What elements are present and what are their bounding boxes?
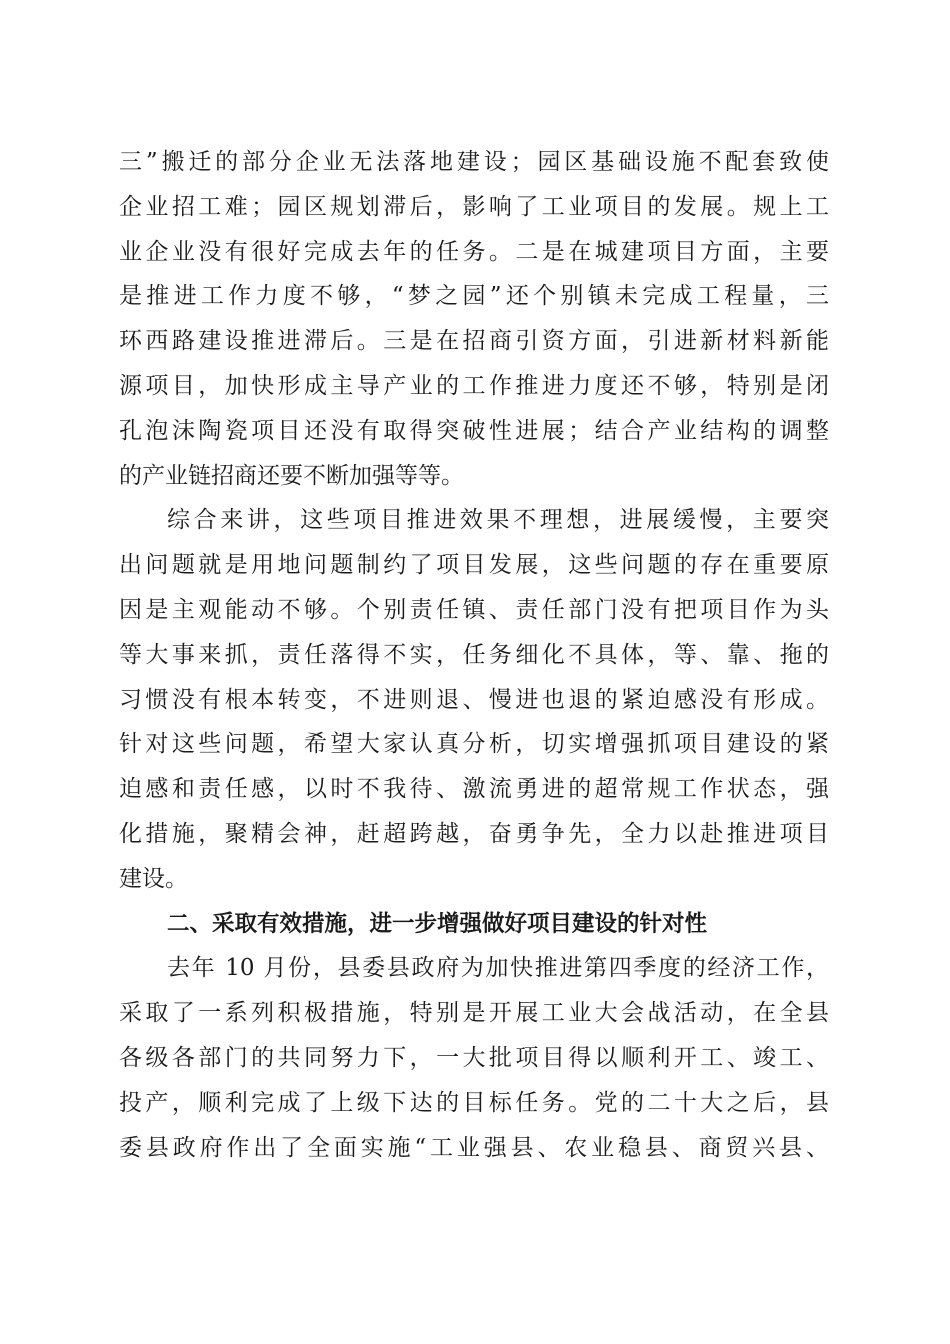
text-line: 等大事来抓，责任落得不实，任务细化不具体，等、靠、拖的 [119, 641, 829, 668]
text-line: 企业招工难；园区规划滞后，影响了工业项目的发展。规上工 [119, 193, 829, 220]
text-line: 是推进工作力度不够，“梦之园”还个别镇未完成工程量，三 [119, 283, 829, 310]
document-body [119, 140, 829, 1170]
text-line: 出问题就是用地问题制约了项目发展，这些问题的存在重要原 [119, 552, 829, 579]
text-line: 习惯没有根本转变，不进则退、慢进也退的紧迫感没有形成。 [119, 686, 829, 713]
text-line: 因是主观能动不够。个别责任镇、责任部门没有把项目作为头 [119, 596, 829, 623]
paragraph-project-issues [119, 140, 829, 498]
paragraph-summary [119, 498, 829, 901]
text-line: 的产业链招商还要不断加强等等。 [119, 462, 464, 489]
text-line: 投产，顺利完成了上级下达的目标任务。党的二十大之后，县 [119, 1089, 829, 1116]
text-line: 委县政府作出了全面实施“工业强县、农业稳县、商贸兴县、 [119, 1134, 829, 1161]
text-line: 环西路建设推进滞后。三是在招商引资方面，引进新材料新能 [119, 328, 829, 355]
text-line: 源项目，加快形成主导产业的工作推进力度还不够，特别是闭 [119, 372, 829, 399]
text-line: 迫感和责任感，以时不我待、激流勇进的超常规工作状态，强 [119, 776, 829, 803]
text-line: 业企业没有很好完成去年的任务。二是在城建项目方面，主要 [119, 238, 829, 265]
text-line: 综合来讲，这些项目推进效果不理想，进展缓慢，主要突 [167, 507, 829, 534]
text-line: 建设。 [119, 865, 188, 892]
section-heading: 二、采取有效措施，进一步增强做好项目建设的针对性 [167, 910, 708, 937]
paragraph-measures [119, 946, 829, 1170]
text-line: 化措施，聚精会神，赶超跨越，奋勇争先，全力以赴推进项目 [119, 820, 829, 847]
text-line: 去年 10 月份，县委县政府为加快推进第四季度的经济工作， [167, 955, 829, 982]
text-line: 针对这些问题，希望大家认真分析，切实增强抓项目建设的紧 [119, 731, 829, 758]
text-line: 各级各部门的共同努力下，一大批项目得以顺利开工、竣工、 [119, 1044, 829, 1071]
text-line: 孔泡沫陶瓷项目还没有取得突破性进展；结合产业结构的调整 [119, 417, 829, 444]
text-line: 三”搬迁的部分企业无法落地建设；园区基础设施不配套致使 [119, 149, 829, 175]
text-line: 采取了一系列积极措施，特别是开展工业大会战活动，在全县 [119, 1000, 829, 1027]
